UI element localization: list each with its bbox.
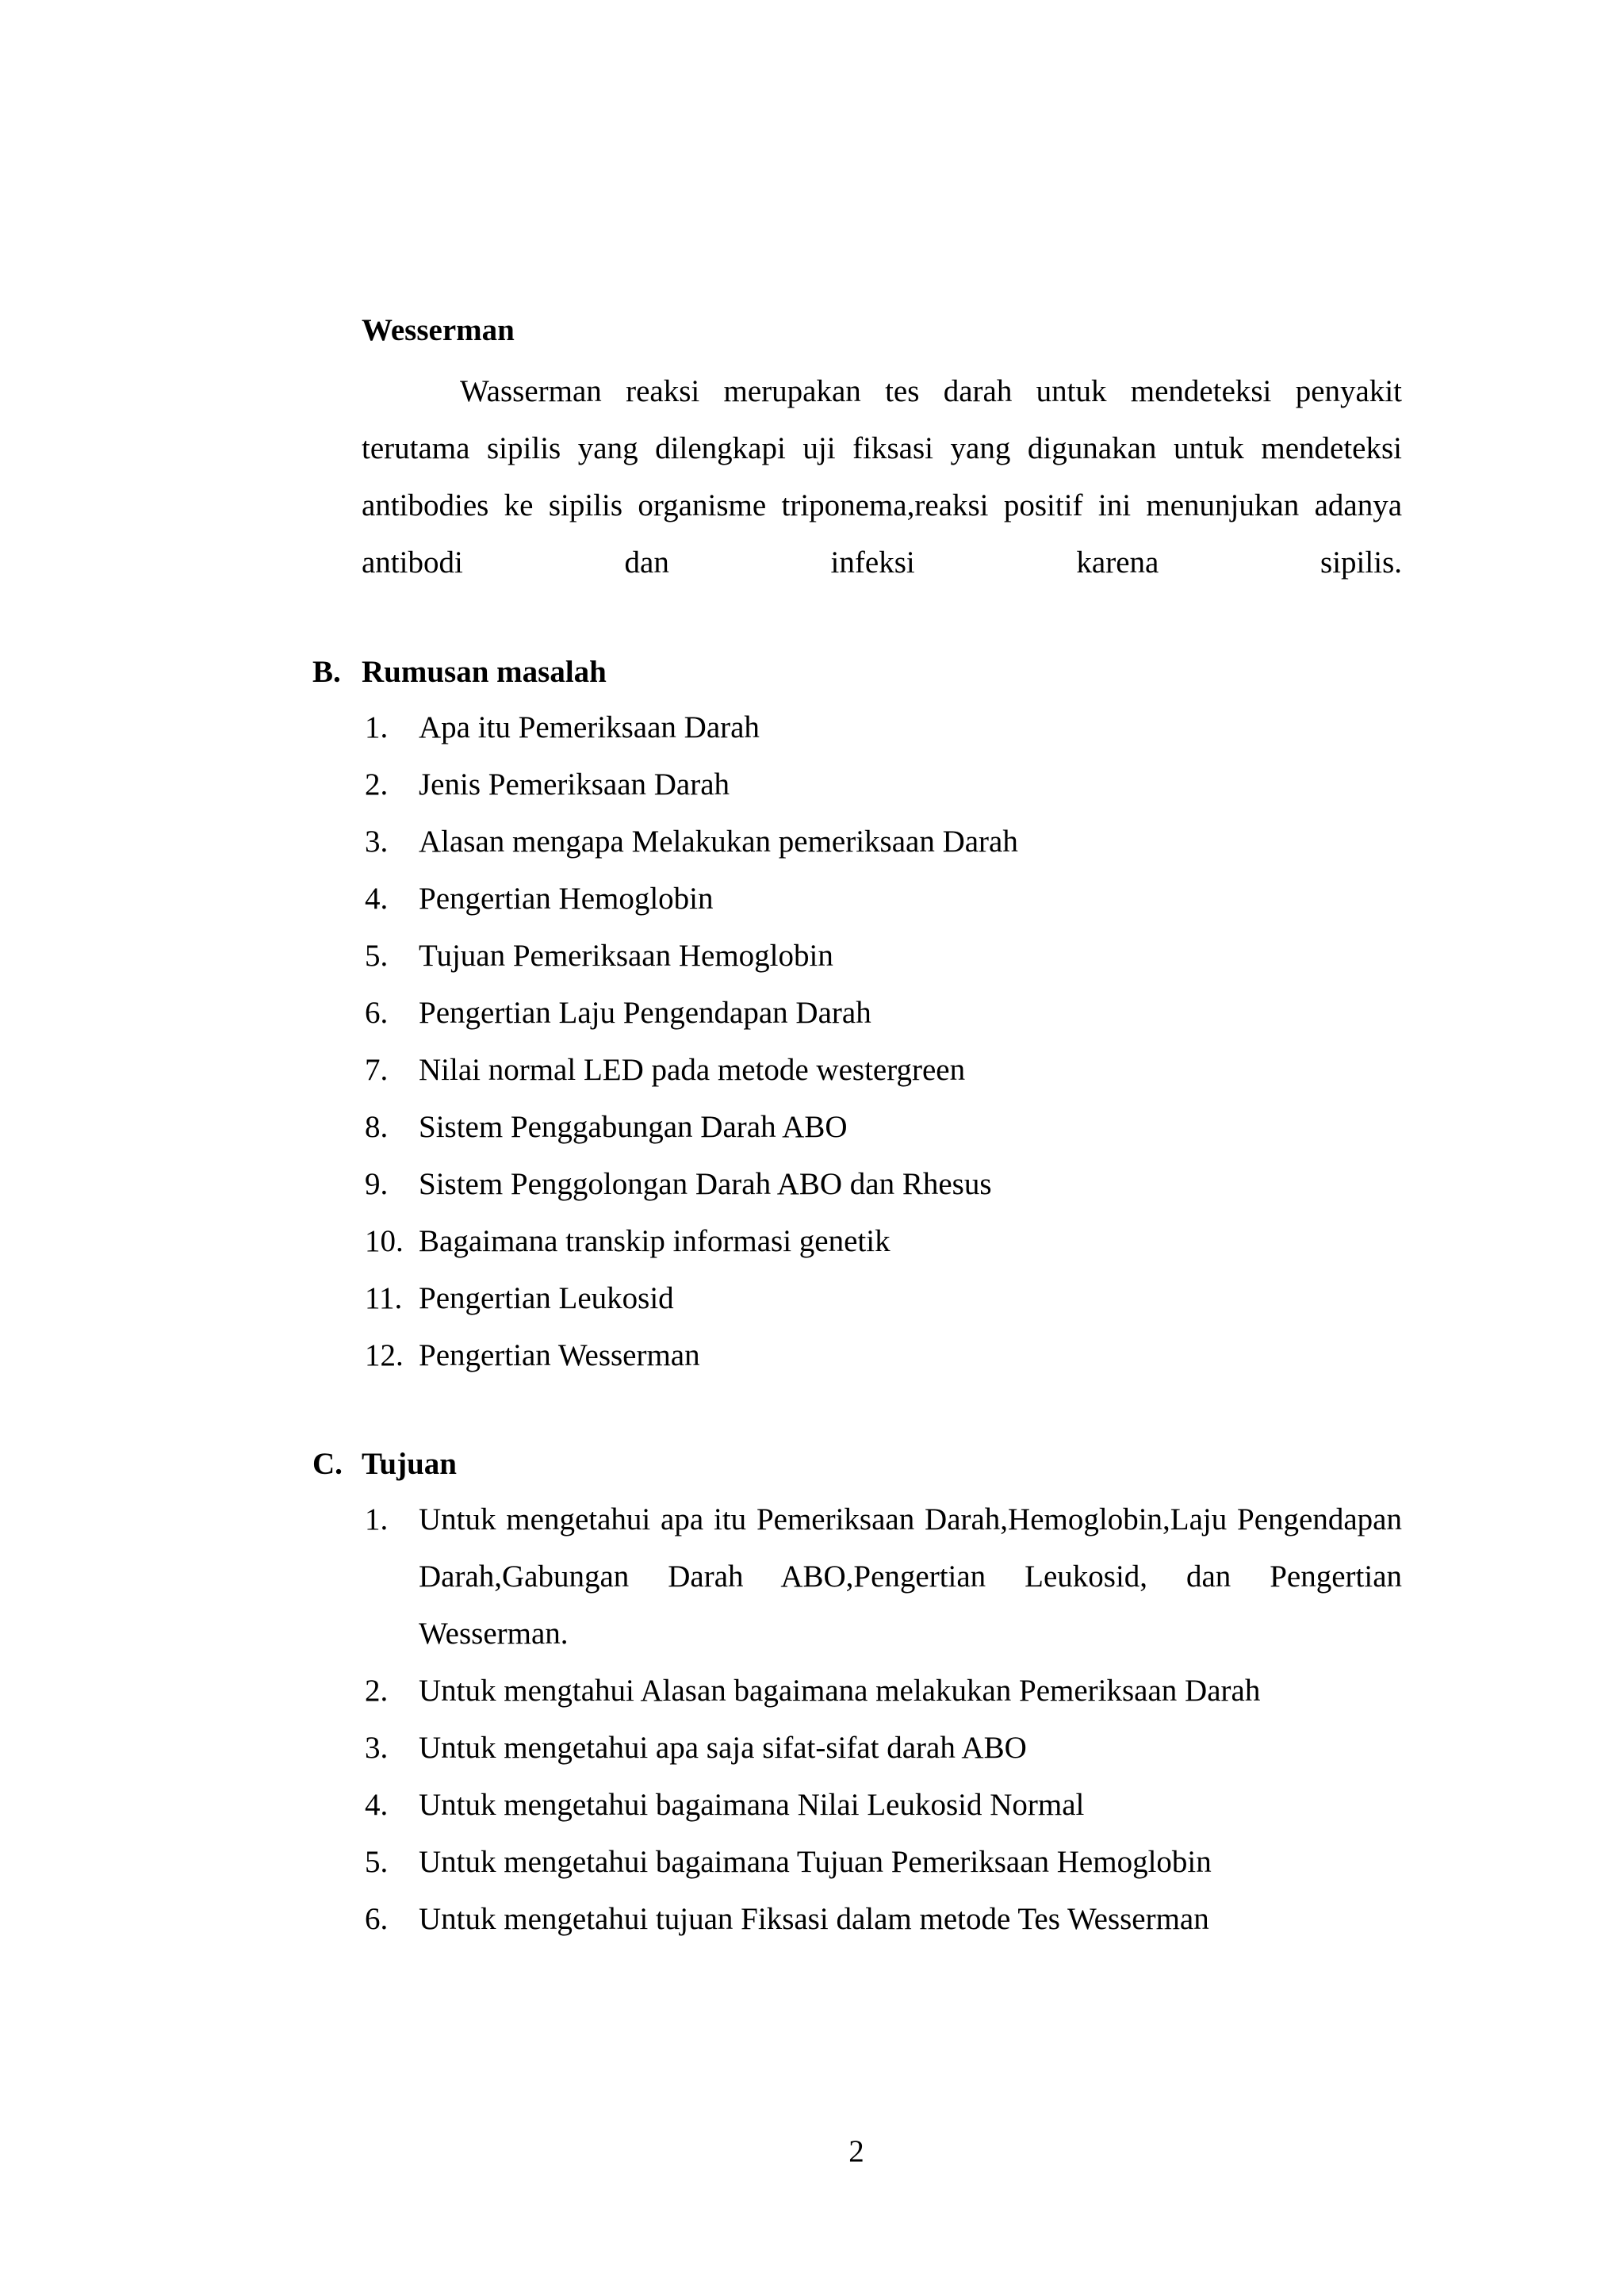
list-item bbox=[362, 1777, 1402, 1834]
list-item bbox=[362, 1891, 1402, 1948]
page-number: 2 bbox=[848, 2134, 864, 2168]
list-item bbox=[362, 985, 1018, 1042]
list-item bbox=[362, 1720, 1402, 1777]
list-item-number: 6. bbox=[365, 1902, 389, 1936]
list-item-text: Nilai normal LED pada metode westergreen bbox=[419, 1053, 966, 1087]
list-item bbox=[362, 1213, 1018, 1270]
section-b-letter: B. bbox=[312, 655, 341, 689]
list-item-text: Pengertian Hemoglobin bbox=[419, 882, 714, 916]
list-item-text: Tujuan Pemeriksaan Hemoglobin bbox=[419, 939, 833, 973]
list-item bbox=[362, 1663, 1402, 1720]
section-c-title: Tujuan bbox=[362, 1447, 457, 1481]
list-item-number: 2. bbox=[365, 1674, 389, 1708]
list-item-number: 5. bbox=[365, 939, 389, 973]
list-item bbox=[362, 813, 1018, 871]
list-item-text: Pengertian Laju Pengendapan Darah bbox=[419, 996, 871, 1030]
list-item-number: 11. bbox=[365, 1281, 403, 1315]
list-item-number: 1. bbox=[365, 710, 389, 744]
list-item bbox=[362, 699, 1018, 756]
list-item-number: 1. bbox=[365, 1502, 389, 1536]
rumusan-masalah-list bbox=[362, 699, 1018, 1384]
list-item-number: 6. bbox=[365, 996, 389, 1030]
list-item-text: Alasan mengapa Melakukan pemeriksaan Darah bbox=[419, 825, 1018, 859]
list-item-number: 8. bbox=[365, 1110, 389, 1144]
wesserman-heading: Wesserman bbox=[362, 313, 515, 347]
list-item-text: Sistem Penggabungan Darah ABO bbox=[419, 1110, 848, 1144]
section-c-letter: C. bbox=[312, 1447, 343, 1481]
list-item-number: 4. bbox=[365, 1788, 389, 1822]
list-item bbox=[362, 928, 1018, 985]
list-item-number: 4. bbox=[365, 882, 389, 916]
list-item bbox=[362, 1042, 1018, 1099]
list-item-text: Untuk mengetahui tujuan Fiksasi dalam metode Tes Wesserman bbox=[419, 1902, 1209, 1936]
list-item bbox=[362, 1270, 1018, 1327]
list-item-number: 12. bbox=[365, 1338, 404, 1372]
list-item-text: Jenis Pemeriksaan Darah bbox=[419, 767, 730, 802]
list-item-number: 2. bbox=[365, 767, 389, 802]
list-item bbox=[362, 871, 1018, 928]
list-item-number: 9. bbox=[365, 1167, 389, 1201]
list-item-number: 3. bbox=[365, 825, 389, 859]
list-item bbox=[362, 1491, 1402, 1663]
list-item-text: Pengertian Leukosid bbox=[419, 1281, 674, 1315]
section-b-title: Rumusan masalah bbox=[362, 655, 607, 689]
list-item-text: Sistem Penggolongan Darah ABO dan Rhesus bbox=[419, 1167, 992, 1201]
list-item-text: Untuk mengetahui bagaimana Nilai Leukosid Normal bbox=[419, 1788, 1085, 1822]
list-item-number: 5. bbox=[365, 1845, 389, 1879]
tujuan-list bbox=[362, 1491, 1402, 1948]
list-item-number: 7. bbox=[365, 1053, 389, 1087]
wesserman-paragraph: Wasserman reaksi merupakan tes darah untuk mendeteksi penyakit terutama sipilis yang dilengkapi uji fiksasi yang digunakan untuk mendeteksi antibodies ke sipilis organisme triponema,reaksi positif ini menunjukan adanya antibodi dan infeksi karena sipilis. bbox=[362, 374, 1402, 580]
list-item-text: Untuk mengetahui bagaimana Tujuan Pemeriksaan Hemoglobin bbox=[419, 1845, 1212, 1879]
list-item-text: Untuk mengetahui apa itu Pemeriksaan Darah,Hemoglobin,Laju Pengendapan Darah,Gabungan Darah ABO,Pengertian Leukosid, dan Pengertian Wesserman. bbox=[419, 1502, 1402, 1651]
list-item bbox=[362, 756, 1018, 813]
list-item-text: Pengertian Wesserman bbox=[419, 1338, 700, 1372]
list-item bbox=[362, 1327, 1018, 1384]
list-item-text: Apa itu Pemeriksaan Darah bbox=[419, 710, 760, 744]
list-item bbox=[362, 1834, 1402, 1891]
list-item-text: Bagaimana transkip informasi genetik bbox=[419, 1224, 891, 1258]
list-item bbox=[362, 1099, 1018, 1156]
list-item bbox=[362, 1156, 1018, 1213]
list-item-number: 10. bbox=[365, 1224, 404, 1258]
list-item-number: 3. bbox=[365, 1731, 389, 1765]
list-item-text: Untuk mengetahui apa saja sifat-sifat darah ABO bbox=[419, 1731, 1027, 1765]
list-item-text: Untuk mengtahui Alasan bagaimana melakukan Pemeriksaan Darah bbox=[419, 1674, 1261, 1708]
